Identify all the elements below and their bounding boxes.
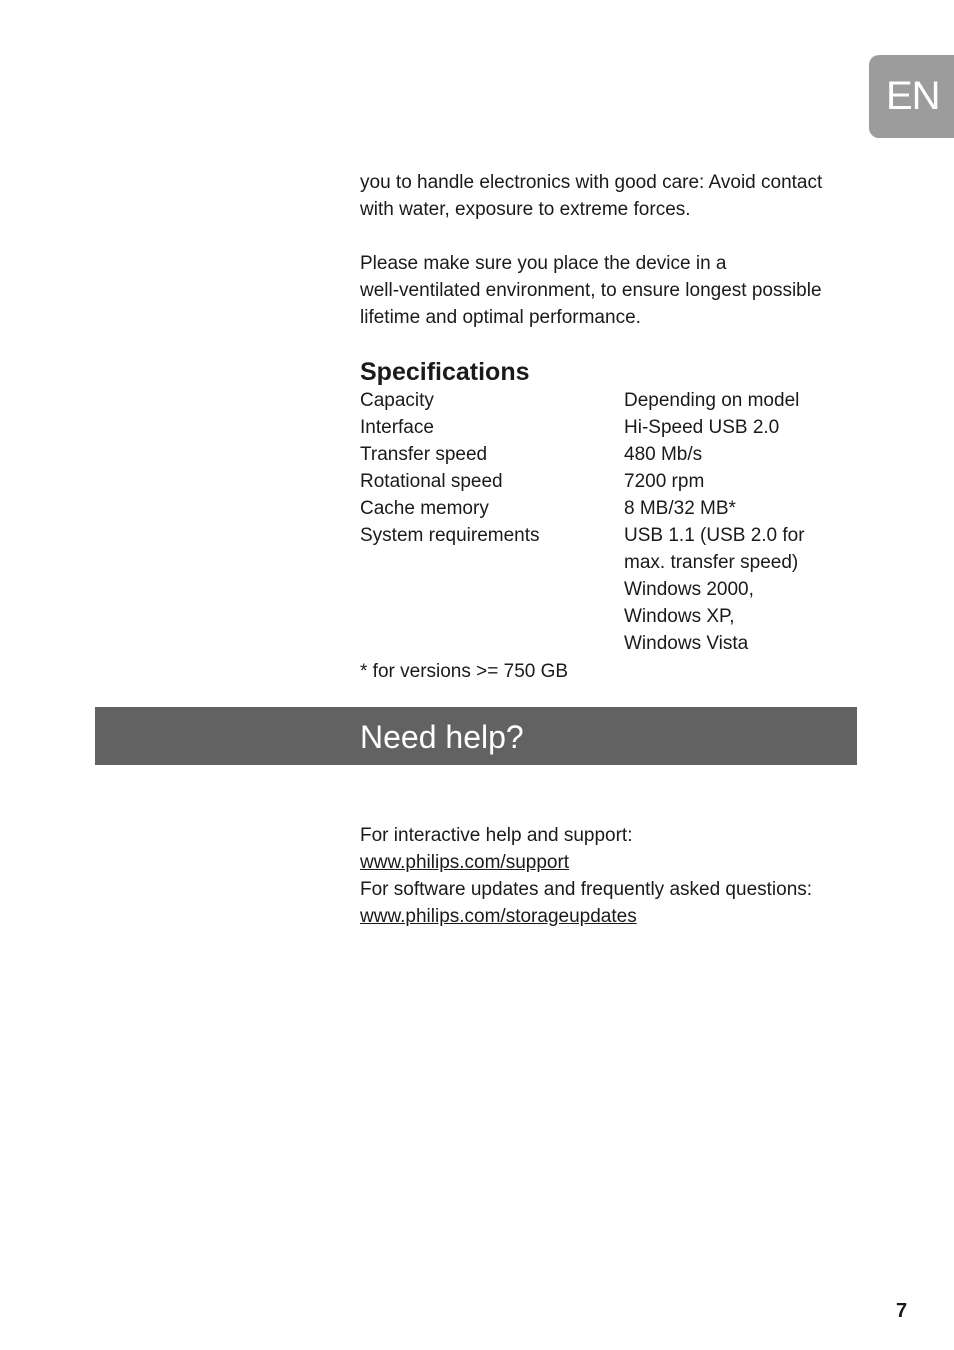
spec-value xyxy=(624,414,860,441)
spec-label: Capacity xyxy=(360,390,434,411)
spec-row-rotational-speed xyxy=(360,468,860,495)
spec-label: Transfer speed xyxy=(360,444,488,465)
updates-text: For software updates and frequently asked questions: xyxy=(360,879,813,900)
spec-row-transfer-speed xyxy=(360,441,860,468)
support-text: For interactive help and support: xyxy=(360,825,633,846)
spec-value-line: 480 Mb/s xyxy=(624,444,703,465)
spec-value-line: Depending on model xyxy=(624,390,800,411)
spec-row-capacity xyxy=(360,387,860,414)
care-paragraph xyxy=(360,169,860,223)
spec-label: Cache memory xyxy=(360,498,489,519)
spec-value-line: Windows XP, xyxy=(624,606,735,627)
help-section-banner xyxy=(95,707,857,765)
spec-value-line: 8 MB/32 MB* xyxy=(624,498,736,519)
specifications-heading: Specifications xyxy=(360,358,530,386)
page-number: 7 xyxy=(896,1300,908,1322)
capacity-footnote: * for versions >= 750 GB xyxy=(360,661,569,682)
spec-value-line: max. transfer speed) xyxy=(624,552,799,573)
ventilation-paragraph xyxy=(360,250,860,331)
spec-value-line: Hi-Speed USB 2.0 xyxy=(624,417,780,438)
storage-updates-link[interactable]: www.philips.com/storageupdates xyxy=(360,906,637,927)
spec-value-line: 7200 rpm xyxy=(624,471,705,492)
language-tab: EN xyxy=(869,55,954,138)
spec-value xyxy=(624,387,860,414)
spec-value-line: USB 1.1 (USB 2.0 for xyxy=(624,525,805,546)
ventilation-line-2: well-ventilated environment, to ensure longest possible xyxy=(360,280,822,301)
spec-label: System requirements xyxy=(360,525,540,546)
spec-value-line: Windows 2000, xyxy=(624,579,754,600)
care-line-1: you to handle electronics with good care: Avoid contact xyxy=(360,172,823,193)
spec-value xyxy=(624,522,860,657)
spec-value xyxy=(624,441,860,468)
support-link[interactable]: www.philips.com/support xyxy=(360,852,570,873)
spec-value-line: Windows Vista xyxy=(624,633,749,654)
ventilation-line-3: lifetime and optimal performance. xyxy=(360,307,641,328)
ventilation-line-1: Please make sure you place the device in a xyxy=(360,253,727,274)
spec-row-cache-memory xyxy=(360,495,860,522)
help-heading: Need help? xyxy=(360,719,524,755)
spec-value xyxy=(624,468,860,495)
care-line-2: with water, exposure to extreme forces. xyxy=(360,199,691,220)
spec-label: Rotational speed xyxy=(360,471,503,492)
intro-text xyxy=(360,169,860,331)
help-text xyxy=(360,822,860,930)
specifications-table xyxy=(360,387,860,657)
spec-row-system-requirements xyxy=(360,522,860,657)
spec-value xyxy=(624,495,860,522)
spec-label: Interface xyxy=(360,417,434,438)
spec-row-interface xyxy=(360,414,860,441)
